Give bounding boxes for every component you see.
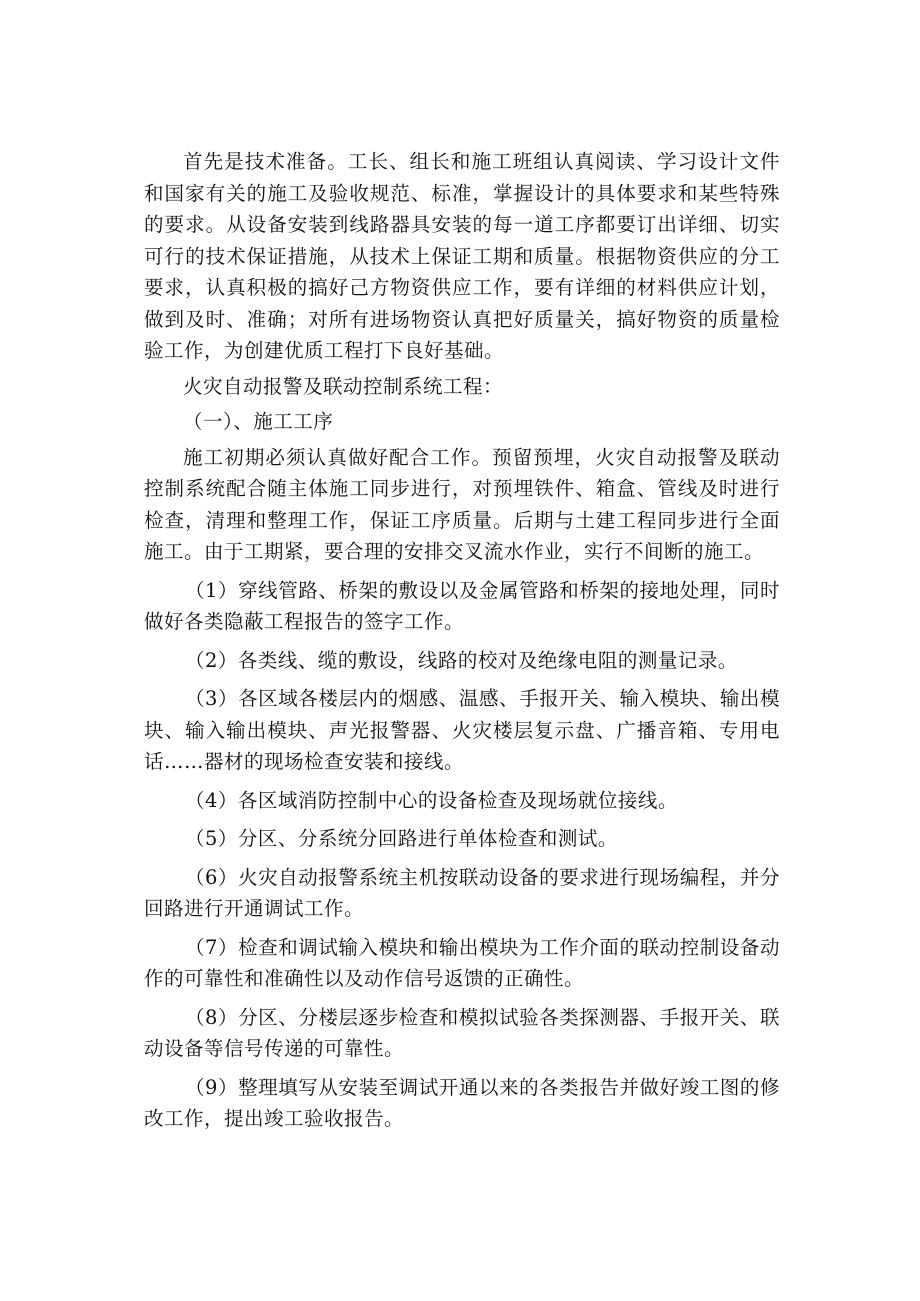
list-item-8: （8）分区、分楼层逐步检查和模拟试验各类探测器、手报开关、联动设备等信号传递的可靠性。 bbox=[144, 1005, 780, 1060]
list-item-4: （4）各区域消防控制中心的设备检查及现场就位接线。 bbox=[184, 788, 678, 812]
list-item-6: （6）火灾自动报警系统主机按联动设备的要求进行现场编程，并分回路进行开通调试工作。 bbox=[144, 865, 780, 920]
paragraph-technical-preparation: 首先是技术准备。工长、组长和施工班组认真阅读、学习设计文件和国家有关的施工及验收规范、标准，掌握设计的具体要求和某些特殊的要求。从设备安装到线路器具安装的每一道工序都要订出详细、切实可行的技术保证措施，从技术上保证工期和质量。根据物资供应的分工要求，认真积极的搞好己方物资供应工作，要有详细的材料供应计划，做到及时、准确；对所有进场物资认真把好质量关，搞好物资的质量检验工作，为创建优质工程打下良好基础。 bbox=[144, 150, 780, 362]
list-item-9: （9）整理填写从安装至调试开通以来的各类报告并做好竣工图的修改工作，提出竣工验收报告。 bbox=[144, 1075, 780, 1130]
list-item-1: （1）穿线管路、桥架的敷设以及金属管路和桥架的接地处理，同时做好各类隐蔽工程报告的签字工作。 bbox=[144, 578, 780, 633]
list-item-3: （3）各区域各楼层内的烟感、温感、手报开关、输入模块、输出模块、输入输出模块、声光报警器、火灾楼层复示盘、广播音箱、专用电话……器材的现场检查安装和接线。 bbox=[144, 687, 780, 773]
paragraph-section-heading: 火灾自动报警及联动控制系统工程： bbox=[183, 374, 504, 398]
document-body bbox=[144, 146, 780, 1135]
paragraph-construction-overview: 施工初期必须认真做好配合工作。预留预埋，火灾自动报警及联动控制系统配合随主体施工同步进行，对预埋铁件、箱盒、管线及时进行检查，清理和整理工作，保证工序质量。后期与土建工程同步进行全面施工。由于工期紧，要合理的安排交叉流水作业，实行不间断的施工。 bbox=[144, 445, 780, 563]
paragraph-subsection-heading: （一）、施工工序 bbox=[183, 410, 334, 433]
list-item-7: （7）检查和调试输入模块和输出模块为工作介面的联动控制设备动作的可靠性和准确性以及动作信号返馈的正确性。 bbox=[144, 935, 780, 990]
list-item-5: （5）分区、分系统分回路进行单体检查和测试。 bbox=[184, 827, 618, 850]
list-item-2: （2）各类线、缆的敷设，线路的校对及绝缘电阻的测量记录。 bbox=[184, 648, 738, 672]
